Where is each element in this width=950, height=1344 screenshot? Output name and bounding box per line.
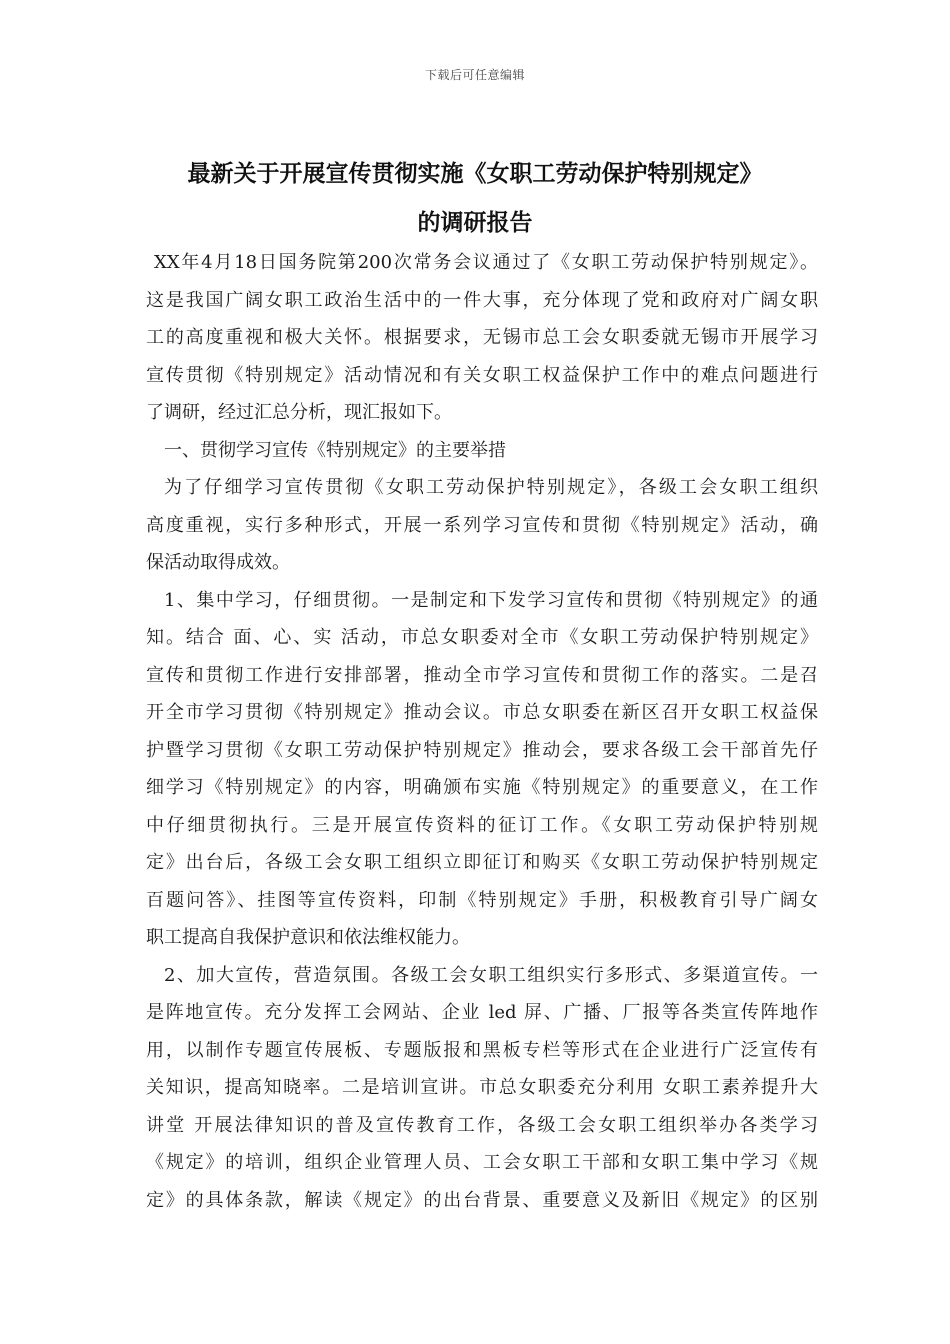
text-line: 2、加大宣传，营造氛围。各级工会女职工组织实行多形式、多渠道宣传。一 [164,964,818,986]
text-line: 护暨学习贯彻《女职工劳动保护特别规定》推动会，要求各级工会干部首先仔 [146,739,818,761]
text-line: 宣传贯彻《特别规定》活动情况和有关女职工权益保护工作中的难点问题进行 [146,364,818,386]
document-title-line-1: 最新关于开展宣传贯彻实施《女职工劳动保护特别规定》 [187,161,763,187]
text-line: 用，以制作专题宣传展板、专题版报和黑板专栏等形式在企业进行广泛宣传有 [146,1039,818,1061]
text-line: 了调研，经过汇总分析，现汇报如下。 [146,402,452,423]
text-line: XX年4月18日国务院第200次常务会议通过了《女职工劳动保护特别规定》。 [154,252,818,273]
section-heading [146,432,818,470]
text-line: 关知识，提高知晓率。二是培训宣讲。市总女职委充分利用 女职工素养提升大 [146,1077,818,1098]
header-note: 下载后可任意编辑 [424,68,525,82]
text-line: 《规定》的培训，组织企业管理人员、工会女职工干部和女职工集中学习《规 [146,1152,818,1173]
text-line: 一、贯彻学习宣传《特别规定》的主要举措 [164,439,506,461]
document-title-line-2: 的调研报告 [417,210,533,236]
text-line: 1、集中学习，仔细贯彻。一是制定和下发学习宣传和贯彻《特别规定》的通 [164,589,818,611]
document-body [146,244,818,1219]
text-line: 中仔细贯彻执行。三是开展宣传资料的征订工作。《女职工劳动保护特别规 [146,814,818,836]
text-line: 定》出台后，各级工会女职工组织立即征订和购买《女职工劳动保护特别规定 [146,852,818,873]
text-line: 为了仔细学习宣传贯彻《女职工劳动保护特别规定》，各级工会女职工组织 [164,477,818,498]
text-line: 工的高度重视和极大关怀。根据要求，无锡市总工会女职委就无锡市开展学习 [146,327,818,348]
text-line: 宣传和贯彻工作进行安排部署，推动全市学习宣传和贯彻工作的落实。二是召 [146,664,818,686]
text-line: 定》的具体条款，解读《规定》的出台背景、重要意义及新旧《规定》的区别 [146,1189,818,1211]
text-line: 职工提高自我保护意识和依法维权能力。 [146,927,470,948]
text-line: 高度重视，实行多种形式，开展一系列学习宣传和贯彻《特别规定》活动，确 [146,514,818,536]
text-line: 这是我国广阔女职工政治生活中的一件大事，充分体现了党和政府对广阔女职 [146,289,818,311]
paragraph-intro [146,244,818,432]
paragraph-overview [146,469,818,582]
text-line: 开全市学习贯彻《特别规定》推动会议。市总女职委在新区召开女职工权益保 [146,702,818,723]
text-line: 保活动取得成效。 [146,552,290,573]
paragraph-point-2 [146,957,818,1220]
paragraph-point-1 [146,582,818,957]
text-line: 是阵地宣传。充分发挥工会网站、企业 led 屏、广播、厂报等各类宣传阵地作 [146,1002,818,1023]
text-line: 讲堂 开展法律知识的普及宣传教育工作，各级工会女职工组织举办各类学习 [146,1114,818,1136]
text-line: 知。结合 面、心、实 活动，市总女职委对全市《女职工劳动保护特别规定》 [146,627,818,648]
text-line: 细学习《特别规定》的内容，明确颁布实施《特别规定》的重要意义，在工作 [146,777,818,798]
text-line: 百题问答》、挂图等宣传资料，印制《特别规定》手册，积极教育引导广阔女 [146,889,818,911]
